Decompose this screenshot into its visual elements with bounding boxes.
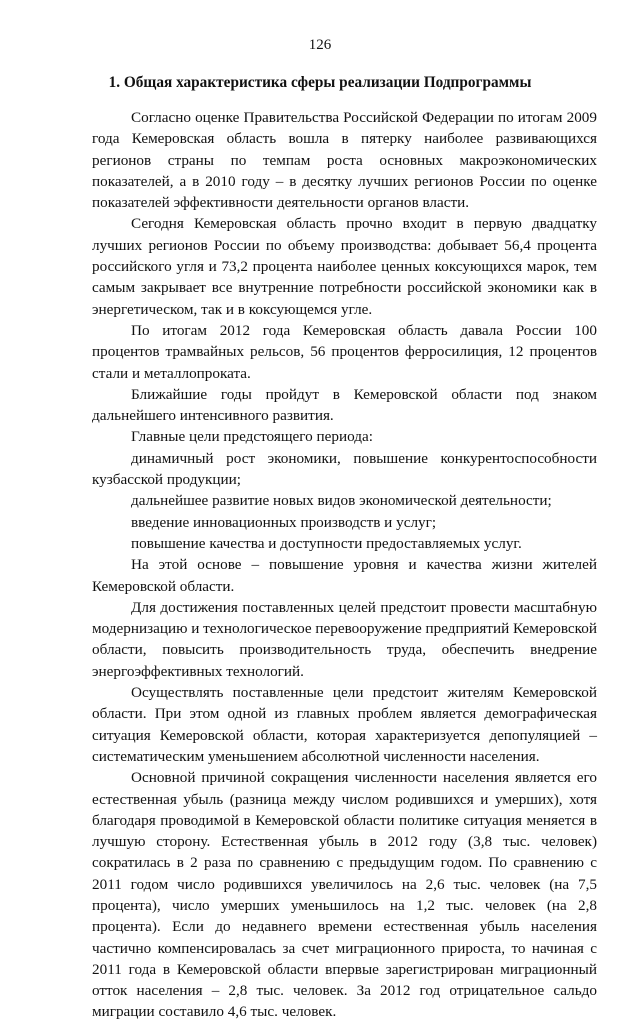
list-item: дальнейшее развитие новых видов экономической деятельности;	[131, 492, 552, 510]
paragraph: Ближайшие годы пройдут в Кемеровской области под знаком дальнейшего интенсивного развития.	[92, 385, 597, 425]
paragraph: Для достижения поставленных целей предстоит провести масштабную модернизацию и технологическое перевооружение предприятий Кемеровской области, повысить производительность труда, обеспечить внедрение энергоэффективных технологий.	[92, 598, 597, 680]
list-item: повышение качества и доступности предоставляемых услуг.	[131, 534, 522, 552]
body-text	[92, 107, 597, 1023]
paragraph: Осуществлять поставленные цели предстоит жителям Кемеровской области. При этом одной из главных проблем является демографическая ситуация Кемеровской области, которая характеризуется депопуляцией – систематическим уменьшением абсолютной численности населения.	[92, 684, 597, 765]
paragraph: Основной причиной сокращения численности населения является его естественная убыль (разница между числом родившихся и умерших), хотя благодаря проводимой в Кемеровской области политике ситуация меняется в лучшую сторону. Естественная убыль в 2012 году (3,8 тыс. человек) сократилась в 2 раза по сравнению с предыдущим годом. По сравнению с 2011 годом число родившихся увеличилось на 2,6 тыс. человек (на 7,5 процента), число умерших уменьшилось на 1,2 тыс. человек (на 2,8 процента). Если до недавнего времени естественная убыль населения частично компенсировалась за счет миграционного прироста, то начиная с 2011 года в Кемеровской области впервые зарегистрирован миграционный отток населения – 2,8 тыс. человек. За 2012 год отрицательное сальдо миграции составило 4,6 тыс. человек.	[92, 769, 597, 1021]
list-item: динамичный рост экономики, повышение конкурентоспособности кузбасской продукции;	[92, 449, 597, 489]
page-number: 126	[308, 37, 332, 53]
list-item: введение инновационных производств и услуг;	[131, 513, 437, 531]
paragraph: Сегодня Кемеровская область прочно входит в первую двадцатку лучших регионов России по объему производства: добывает 56,4 процента российского угля и 73,2 процента наиболее ценных коксующихся марок, тем самым закрывает все внутренние потребности российской экономики как в энергетическом, так и в коксующемся угле.	[92, 215, 597, 318]
paragraph: Главные цели предстоящего периода:	[131, 428, 373, 446]
paragraph: Согласно оценке Правительства Российской Федерации по итогам 2009 года Кемеровская область вошла в пятерку наиболее развивающихся регионов страны по темпам роста основных макроэкономических показателей, а в 2010 году – в десятку лучших регионов России по оценке показателей эффективности деятельности органов власти.	[92, 109, 597, 212]
paragraph: На этой основе – повышение уровня и качества жизни жителей Кемеровской области.	[92, 556, 597, 595]
section-heading: 1. Общая характеристика сферы реализации Подпрограммы	[108, 74, 532, 91]
paragraph: По итогам 2012 года Кемеровская область давала России 100 процентов трамвайных рельсов, 56 процентов ферросилиция, 12 процентов стали и металлопроката.	[92, 321, 597, 382]
